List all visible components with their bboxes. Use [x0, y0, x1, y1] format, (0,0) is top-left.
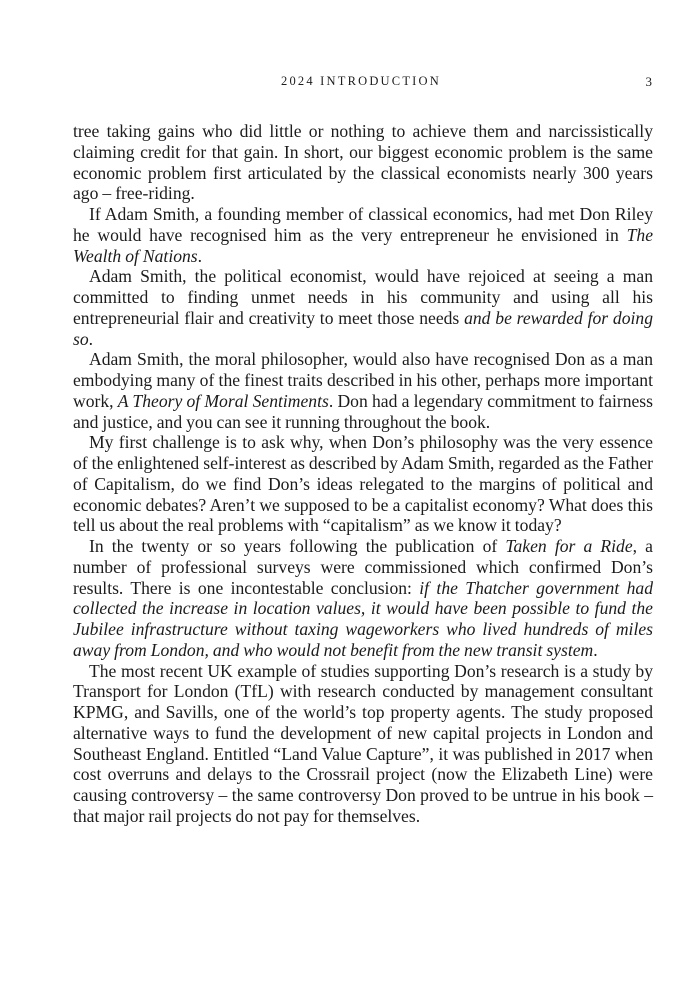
- paragraph-segment: tree taking gains who did little or nothing to achieve them and narcissistically claiming credit for that gain. In short, our biggest economic problem is the same economic problem first articulated by the classical economists nearly 300 years ago – free-riding.: [73, 121, 653, 204]
- paragraph-3: [73, 266, 653, 349]
- book-title-moral-sentiments: A Theory of Moral Sentiments: [117, 390, 329, 411]
- paragraph-segment: Adam Smith, the political economist, would have rejoiced at seeing a man committed to finding unmet needs in his community and using all his entrepreneurial flair and creativity to meet those needs: [73, 266, 653, 328]
- paragraph-segment: .: [593, 639, 598, 660]
- page-number: 3: [645, 74, 652, 89]
- book-title-taken-for-a-ride: Taken for a Ride: [505, 536, 633, 556]
- paragraph-segment: The most recent UK example of studies supporting Don’s research is a study by Transport for London (TfL) with research conducted by management consultant KPMG, and Savills, one of the world’s top property agents. The study proposed alternative ways to fund the development of new capital projects in London and Southeast England. Entitled “Land Value Capture”, it was published in 2017 when cost overruns and delays to the Crossrail project (now the Elizabeth Line) were causing controversy – the same controversy Don proved to be untrue in his book – that major rail projects do not pay for themselves.: [73, 660, 653, 826]
- paragraph-segment: In the twenty or so years following the publication of: [89, 536, 506, 556]
- running-title: 2024 INTRODUCTION: [281, 74, 441, 88]
- book-title-wealth-of-nations: The Wealth of Nations: [73, 224, 653, 266]
- italic-emphasis: and be rewarded for doing so: [73, 307, 654, 349]
- paragraph-segment: If Adam Smith, a founding member of classical economics, had met Don Riley he would have recognised him as the very entrepreneur he envisioned in: [73, 204, 653, 245]
- paragraph-segment: .: [88, 328, 94, 349]
- paragraph-5: [73, 432, 653, 536]
- paragraph-7: [73, 661, 653, 827]
- body-text: [73, 121, 653, 827]
- paragraph-segment: Adam Smith, the moral philosopher, would also have recognised Don as a man embodying many of the finest traits described in his other, perhaps more important work,: [73, 349, 653, 411]
- paragraph-6: [73, 536, 653, 661]
- running-head: [0, 74, 694, 94]
- paragraph-segment: , a number of professional surveys were commissioned which confirmed Don’s results. There is one incontestable conclusion:: [73, 536, 653, 598]
- paragraph-segment: .: [197, 245, 203, 266]
- paragraph-4: [73, 349, 653, 432]
- paragraph-1: [73, 121, 653, 204]
- paragraph-segment: . Don had a legendary commitment to fairness and justice, and you can see it running throughout the book.: [73, 390, 653, 432]
- paragraph-segment: My first challenge is to ask why, when Don’s philosophy was the very essence of the enlightened self-interest as described by Adam Smith, regarded as the Father of Capitalism, do we find Don’s ideas relegated to the margins of political and economic debates? Aren’t we supposed to be a capitalist economy? What does this tell us about the real problems with “capitalism” as we know it today?: [73, 432, 654, 536]
- italic-conclusion: if the Thatcher government had collected the increase in location values, it would have been possible to fund the Jubilee infrastructure without taxing wageworkers who lived hundreds of miles away from London, and who would not benefit from the new transit system: [73, 577, 653, 660]
- paragraph-2: [73, 204, 653, 266]
